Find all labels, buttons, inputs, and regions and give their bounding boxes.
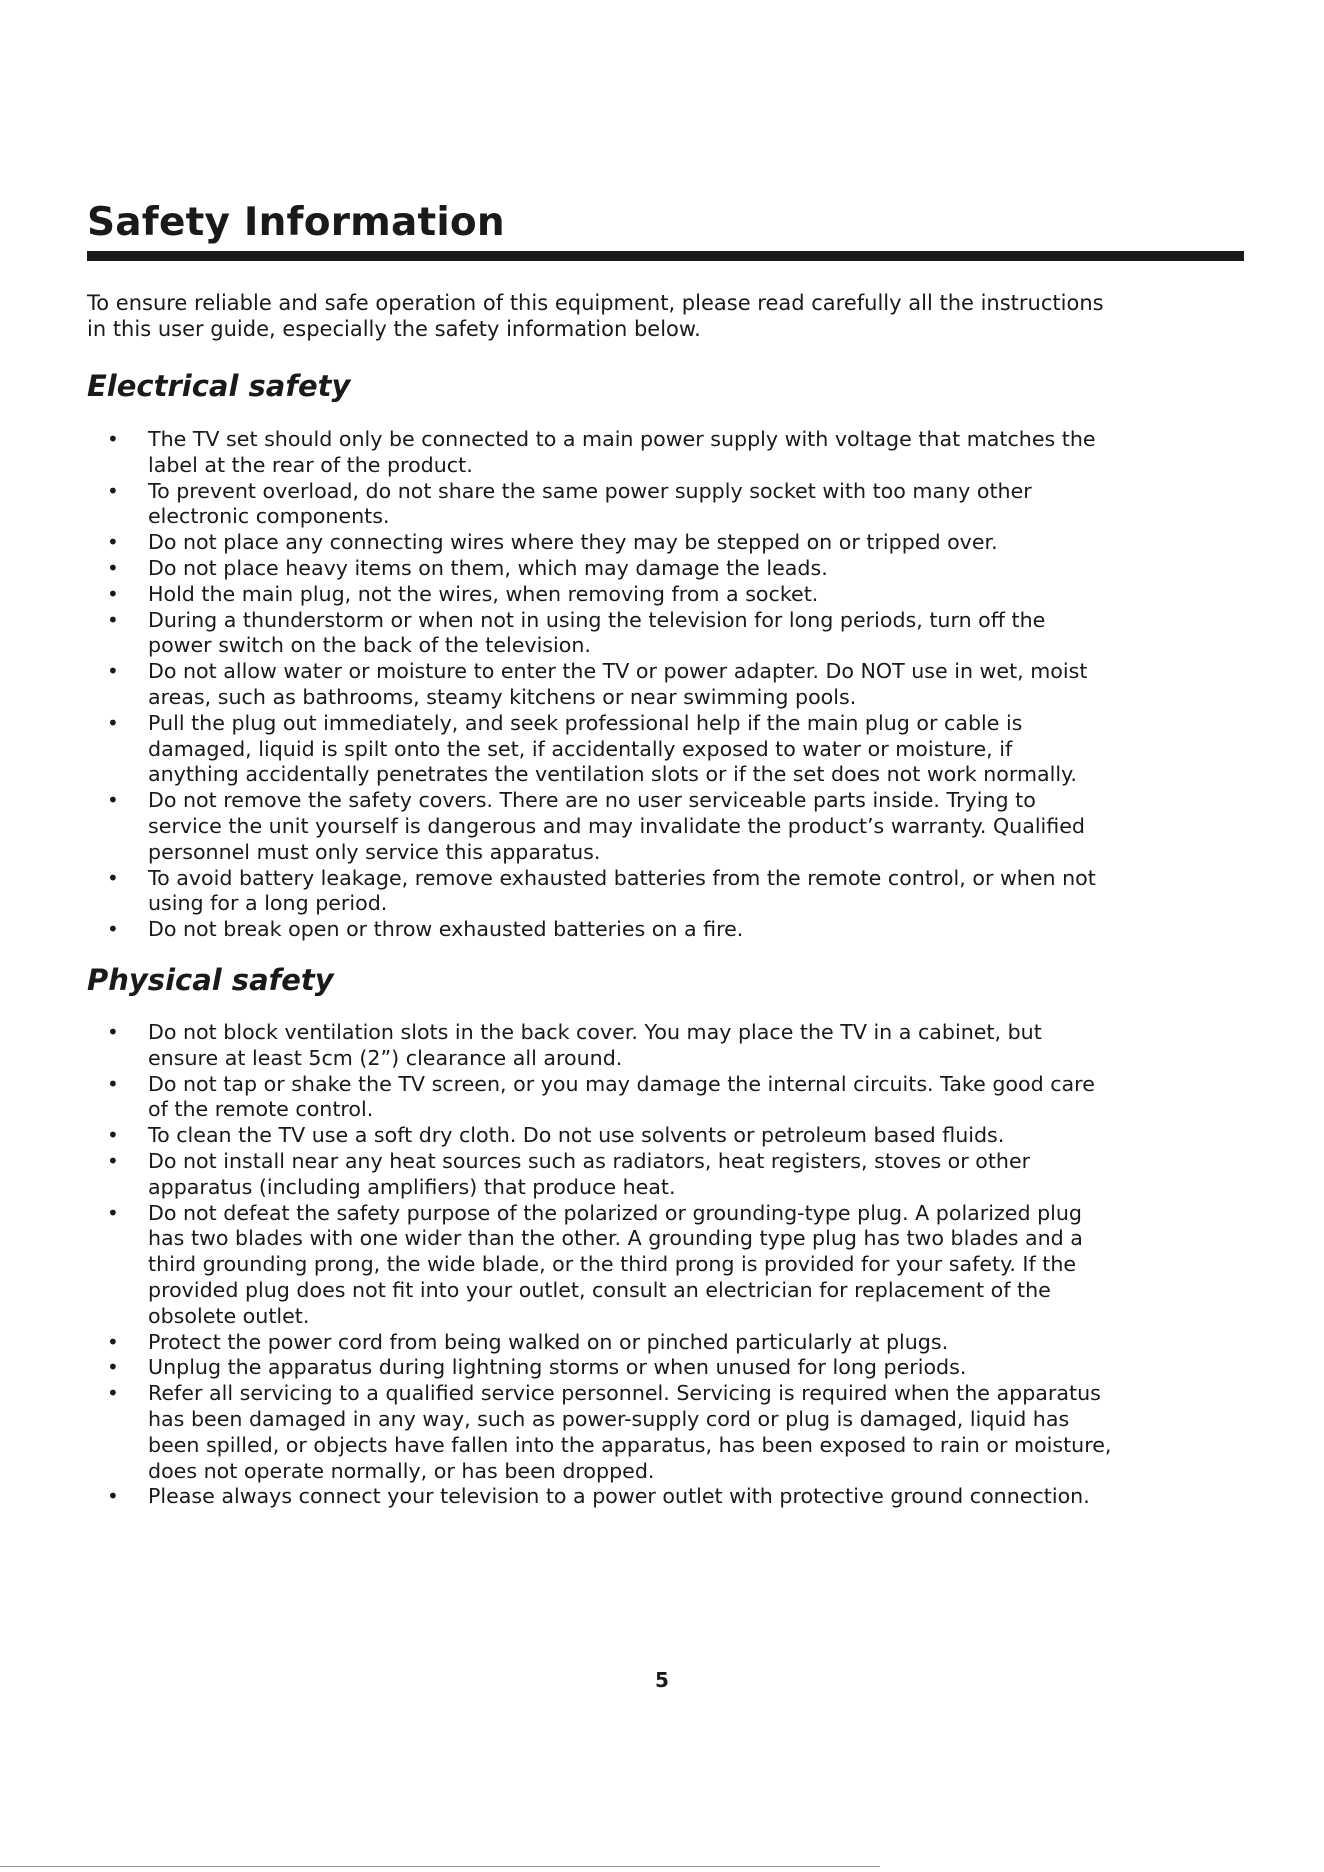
list-item-text: Unplug the apparatus during lightning storms or when unused for long periods. <box>148 1355 967 1380</box>
section-heading-physical-safety: Physical safety <box>87 963 334 997</box>
title-divider <box>87 251 1244 261</box>
list-item-text: Do not place any connecting wires where they may be stepped on or tripped over. <box>148 530 998 555</box>
bullet-dot: • <box>107 607 119 632</box>
list-item-text: To clean the TV use a soft dry cloth. Do not use solvents or petroleum based fluids. <box>148 1123 1005 1148</box>
bullet-dot: • <box>107 1484 119 1509</box>
bullet-dot: • <box>107 710 119 735</box>
list-item <box>0 917 1258 943</box>
list-item <box>0 711 1258 788</box>
list-item <box>0 1020 1258 1072</box>
list-item <box>0 530 1258 556</box>
list-item <box>0 556 1258 582</box>
bullet-dot: • <box>107 581 119 606</box>
list-item <box>0 1381 1258 1484</box>
list-item <box>0 1201 1258 1330</box>
bullet-dot: • <box>107 1071 119 1096</box>
list-item-text: Pull the plug out immediately, and seek professional help if the main plug or cable is damaged, liquid is spilt onto the set, if accidentally exposed to water or moisture, if anything accidentally penetrates the ventilation slots or if the set does not work normally. <box>148 710 1077 787</box>
bullet-dot: • <box>107 865 119 890</box>
list-item <box>0 608 1258 660</box>
list-item-text: Do not place heavy items on them, which may damage the leads. <box>148 555 828 580</box>
list-item <box>0 1330 1258 1356</box>
bullet-dot: • <box>107 427 119 451</box>
list-item <box>0 788 1258 865</box>
list-item <box>0 1072 1258 1124</box>
list-item-text: Protect the power cord from being walked on or pinched particularly at plugs. <box>148 1329 949 1354</box>
list-item-text: Do not break open or throw exhausted batteries on a fire. <box>148 917 744 942</box>
list-item-text: During a thunderstorm or when not in using the television for long periods, turn off the power switch on the back of the television. <box>148 607 1046 658</box>
bullet-dot: • <box>107 788 119 813</box>
bullet-dot: • <box>107 917 119 942</box>
list-item <box>0 427 1258 479</box>
list-item <box>0 1149 1258 1201</box>
bullet-dot: • <box>107 555 119 580</box>
list-item-text: Do not allow water or moisture to enter the TV or power adapter. Do NOT use in wet, moist areas, such as bathrooms, steamy kitchens or near swimming pools. <box>148 659 1088 709</box>
list-item <box>0 582 1258 608</box>
list-item-text: To prevent overload, do not share the same power supply socket with too many other electronic components. <box>148 478 1032 529</box>
intro-paragraph: To ensure reliable and safe operation of this equipment, please read carefully all the instructions in this user guide, especially the safety information below. <box>87 291 1104 341</box>
list-item <box>0 1123 1258 1149</box>
list-item-text: Do not block ventilation slots in the back cover. You may place the TV in a cabinet, but ensure at least 5cm (2”) clearance all around. <box>148 1020 1042 1070</box>
bullet-dot: • <box>107 1381 119 1406</box>
bullet-dot: • <box>107 1123 119 1148</box>
page-title: Safety Information <box>87 200 505 245</box>
bullet-dot: • <box>107 1200 119 1225</box>
list-item <box>0 1484 1258 1510</box>
list-item-text: Do not defeat the safety purpose of the polarized or grounding-type plug. A polarized plug has two blades with one wider than the other. A grounding type plug has two blades and a third grounding prong, the wide blade, or the third prong is provided for your safety. If the provided plug does not fit into your outlet, consult an electrician for replacement of the obsolete outlet. <box>148 1200 1083 1328</box>
list-item-text: Hold the main plug, not the wires, when removing from a socket. <box>148 581 819 606</box>
bullet-dot: • <box>107 1020 119 1044</box>
list-item-text: To avoid battery leakage, remove exhausted batteries from the remote control, or when not using for a long period. <box>148 865 1096 916</box>
bullet-dot: • <box>107 1148 119 1173</box>
page-number: 5 <box>655 1668 669 1692</box>
bullet-dot: • <box>107 478 119 503</box>
physical-safety-list <box>0 1020 1324 1510</box>
list-item <box>0 1355 1258 1381</box>
list-item <box>0 479 1258 531</box>
list-item-text: Do not remove the safety covers. There are no user serviceable parts inside. Trying to service the unit yourself is dangerous and may invalidate the product’s warranty. Qualified personnel must only service this apparatus. <box>148 788 1085 864</box>
footer-line <box>0 1866 880 1867</box>
list-item <box>0 659 1258 711</box>
list-item <box>0 866 1258 918</box>
list-item-text: Please always connect your television to a power outlet with protective ground connection. <box>148 1484 1090 1509</box>
list-item-text: Refer all servicing to a qualified service personnel. Servicing is required when the apparatus has been damaged in any way, such as power-supply cord or plug is damaged, liquid has been spilled, or objects have fallen into the apparatus, has been exposed to rain or moisture, does not operate normally, or has been dropped. <box>148 1381 1112 1483</box>
bullet-dot: • <box>107 1329 119 1354</box>
electrical-safety-list <box>0 427 1324 943</box>
bullet-dot: • <box>107 530 119 555</box>
bullet-dot: • <box>107 659 119 684</box>
bullet-dot: • <box>107 1355 119 1380</box>
section-heading-electrical-safety: Electrical safety <box>87 369 351 403</box>
list-item-text: The TV set should only be connected to a main power supply with voltage that matches the label at the rear of the product. <box>148 427 1096 477</box>
list-item-text: Do not tap or shake the TV screen, or you may damage the internal circuits. Take good care of the remote control. <box>148 1071 1095 1122</box>
list-item-text: Do not install near any heat sources such as radiators, heat registers, stoves or other apparatus (including amplifiers) that produce heat. <box>148 1148 1031 1199</box>
